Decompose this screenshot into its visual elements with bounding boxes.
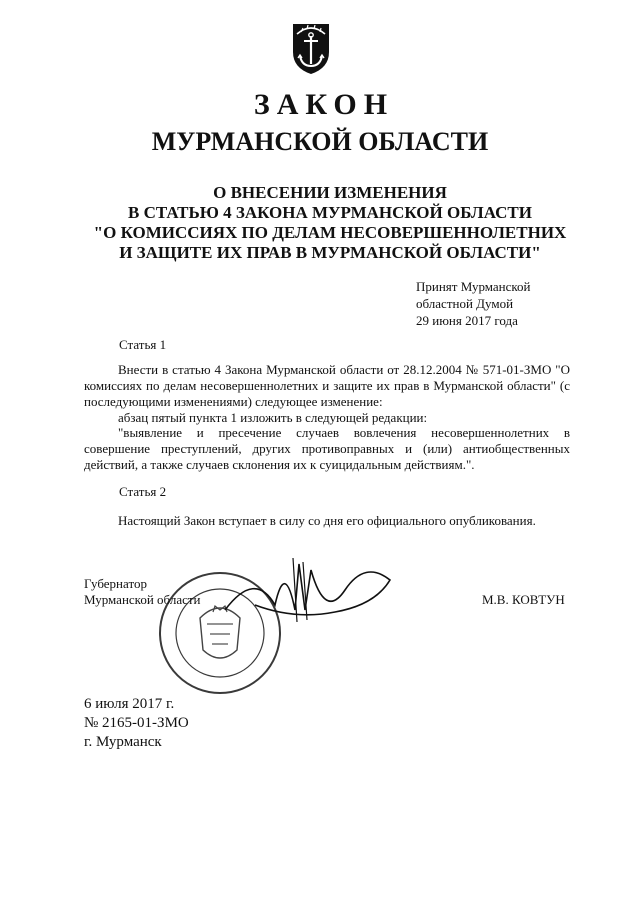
- law-number: № 2165-01-ЗМО: [84, 715, 189, 731]
- subtitle-line: "О КОМИССИЯХ ПО ДЕЛАМ НЕСОВЕРШЕННОЛЕТНИХ: [93, 223, 567, 242]
- coat-of-arms-icon: [287, 20, 335, 76]
- document-footer: [84, 695, 189, 752]
- signatory-role-line: Губернатор: [84, 576, 147, 591]
- article-1-heading: Статья 1: [119, 337, 167, 352]
- article-2-heading: Статья 2: [119, 484, 167, 499]
- subtitle-line: В СТАТЬЮ 4 ЗАКОНА МУРМАНСКОЙ ОБЛАСТИ: [128, 203, 532, 222]
- adoption-date: 29 июня 2017 года: [416, 313, 518, 328]
- subtitle-line: О ВНЕСЕНИИ ИЗМЕНЕНИЯ: [213, 183, 447, 202]
- article-1-paragraph: абзац пятый пункта 1 изложить в следующей редакции:: [118, 410, 428, 425]
- article-1-paragraph: Внести в статью 4 Закона Мурманской области от 28.12.2004 № 571-01-ЗМО "О комиссиях по делам несовершеннолетних и защите их прав в Мурманской области" (с последующими изменениями) следующее изменение:: [84, 362, 570, 409]
- adoption-note: [416, 278, 616, 329]
- adoption-line: областной Думой: [416, 296, 514, 311]
- signatory-name: М.В. КОВТУН: [482, 592, 565, 607]
- signatory-role: [84, 576, 201, 608]
- signing-date: 6 июля 2017 г.: [84, 696, 175, 712]
- title-region: МУРМАНСКОЙ ОБЛАСТИ: [151, 127, 489, 156]
- signing-city: г. Мурманск: [84, 734, 162, 750]
- law-title: [0, 88, 640, 158]
- article-1-quoted-text: "выявление и пресечение случаев вовлечения несовершеннолетних в совершение преступлений, других противоправных и (или) антиобщественных действий, а также случаев склонения их к суицидальным действиям.".: [84, 425, 570, 472]
- title-law: ЗАКОН: [253, 88, 395, 121]
- article-2-paragraph: Настоящий Закон вступает в силу со дня его официального опубликования.: [118, 513, 536, 528]
- signatory-role-line: Мурманской области: [84, 592, 201, 607]
- handwritten-signature: [215, 550, 405, 630]
- law-subtitle: [40, 183, 620, 263]
- subtitle-line: И ЗАЩИТЕ ИХ ПРАВ В МУРМАНСКОЙ ОБЛАСТИ": [119, 243, 541, 262]
- adoption-line: Принят Мурманской: [416, 279, 531, 294]
